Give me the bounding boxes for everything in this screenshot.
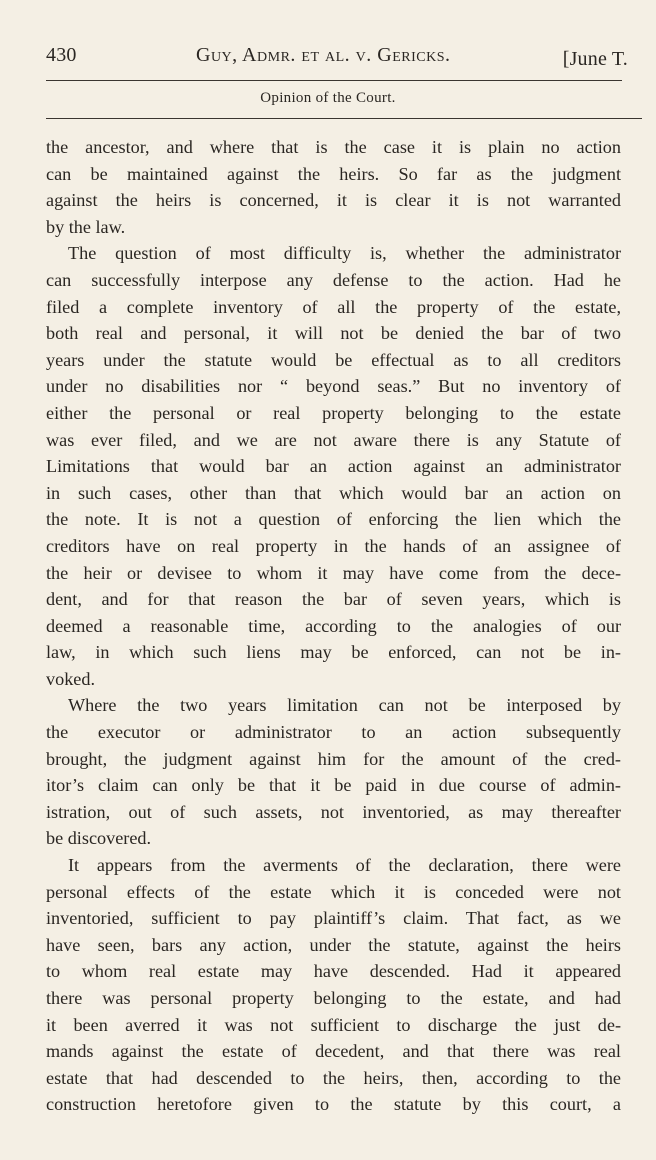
- text-line: be discovered.: [46, 828, 152, 849]
- opinion-text: [46, 134, 621, 1118]
- text-line: both real and personal, it will not be denied the bar of two: [46, 323, 621, 344]
- text-line: itor’s claim can only be that it be paid in due course of admin-: [46, 775, 621, 796]
- text-line: under no disabilities nor “ beyond seas.” But no inventory of: [46, 376, 621, 397]
- running-head: [46, 44, 628, 74]
- page-number: 430: [46, 44, 77, 66]
- text-line: can successfully interpose any defense to the action. Had he: [46, 269, 621, 290]
- section-heading: Opinion of the Court.: [260, 90, 396, 106]
- text-line: there was personal property belonging to the estate, and had: [46, 988, 621, 1008]
- text-line: deemed a reasonable time, according to the analogies of our: [46, 615, 621, 636]
- text-line: construction heretofore given to the statute by this court, a: [46, 1094, 621, 1115]
- text-line: The question of most difficulty is, whether the administrator: [68, 243, 621, 264]
- text-line: years under the statute would be effectual as to all creditors: [46, 349, 621, 370]
- section-rule: [46, 118, 642, 119]
- text-line: Limitations that would bar an action against an administrator: [46, 456, 621, 477]
- text-line: the ancestor, and where that is the case it is plain no action: [46, 137, 621, 157]
- text-line: can be maintained against the heirs. So far as the judgment: [46, 163, 621, 184]
- text-line: inventoried, sufficient to pay plaintiff’s claim. That fact, as we: [46, 908, 621, 929]
- text-line: It appears from the averments of the declaration, there were: [68, 855, 621, 876]
- text-line: the executor or administrator to an action subsequently: [46, 722, 621, 743]
- text-line: by the law.: [46, 216, 126, 237]
- text-line: brought, the judgment against him for the amount of the cred-: [46, 748, 621, 769]
- text-line: law, in which such liens may be enforced, can not be in-: [46, 642, 621, 663]
- text-line: istration, out of such assets, not inventoried, as may thereafter: [46, 801, 621, 822]
- text-line: personal effects of the estate which it is conceded were not: [46, 881, 621, 902]
- text-line: Where the two years limitation can not be interposed by: [68, 695, 621, 716]
- text-line: it been averred it was not sufficient to discharge the just de-: [46, 1014, 621, 1035]
- text-line: against the heirs is concerned, it is clear it is not warranted: [46, 190, 621, 211]
- case-title: Guy, Admr. et al. v. Gericks.: [196, 44, 451, 66]
- text-line: to whom real estate may have descended. Had it appeared: [46, 961, 621, 982]
- header-rule: [46, 80, 622, 81]
- text-line: the note. It is not a question of enforcing the lien which the: [46, 509, 621, 530]
- text-line: the heir or devisee to whom it may have come from the dece-: [46, 562, 621, 583]
- text-line: was ever filed, and we are not aware there is any Statute of: [46, 429, 621, 450]
- text-line: filed a complete inventory of all the property of the estate,: [46, 296, 621, 317]
- text-line: either the personal or real property belonging to the estate: [46, 402, 621, 423]
- text-line: estate that had descended to the heirs, then, according to the: [46, 1067, 621, 1088]
- term-label: [June T.: [562, 48, 628, 70]
- text-line: in such cases, other than that which would bar an action on: [46, 482, 621, 503]
- text-line: dent, and for that reason the bar of seven years, which is: [46, 589, 621, 610]
- text-line: voked.: [46, 668, 95, 689]
- text-line: have seen, bars any action, under the statute, against the heirs: [46, 934, 621, 955]
- text-line: mands against the estate of decedent, and that there was real: [46, 1041, 621, 1062]
- text-line: creditors have on real property in the hands of an assignee of: [46, 535, 621, 556]
